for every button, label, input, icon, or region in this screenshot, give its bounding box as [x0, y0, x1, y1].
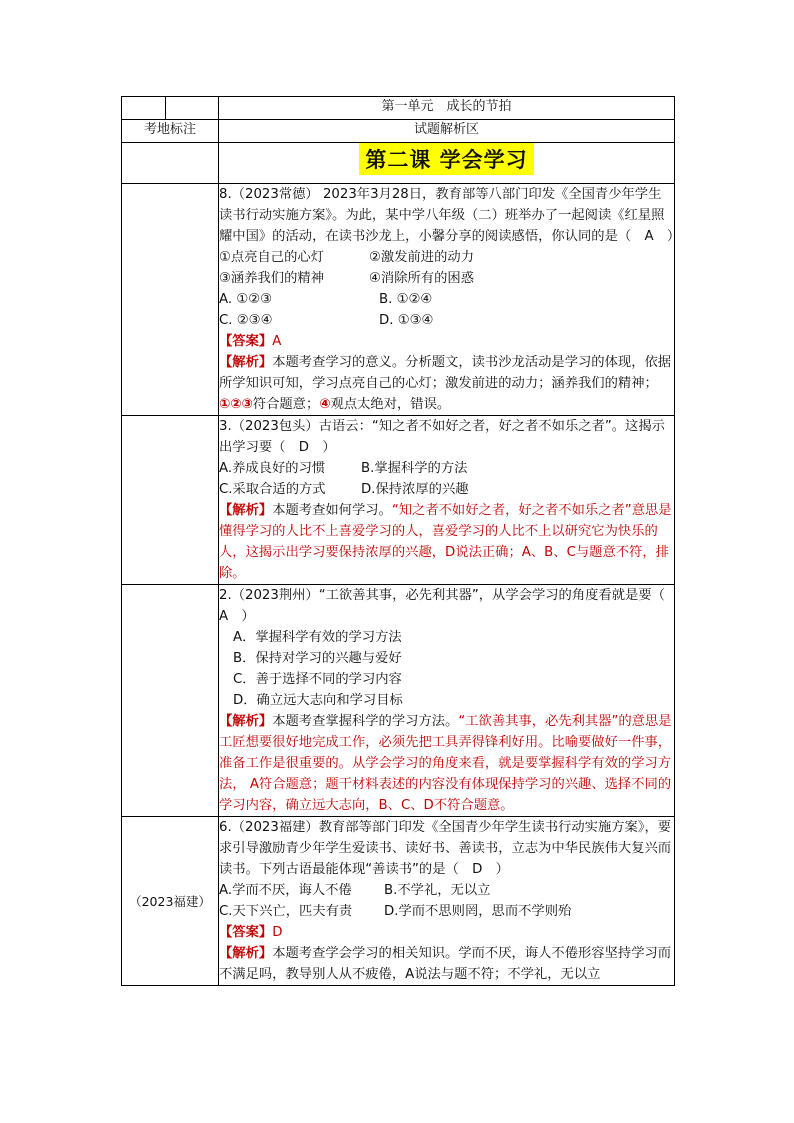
col-header-right: 试题解析区 — [219, 120, 675, 143]
statement-line — [219, 268, 674, 289]
question-row — [122, 416, 675, 585]
choice-option: A.学而不厌，诲人不倦 — [219, 883, 352, 898]
analysis-tag: 【解析】 — [219, 946, 273, 961]
exam-location-tag: （2023福建） — [122, 817, 219, 986]
choice-option: A. ①②③ — [219, 292, 273, 307]
analysis-quote: “工欲善其事，必先利其器” — [458, 714, 619, 729]
analysis-text — [219, 711, 674, 816]
answer-value: A — [272, 334, 282, 349]
analysis-text — [219, 352, 674, 415]
question-stem: 2.（2023荆州）“工欲善其事，必先利其器”，从学会学习的角度看就是要（ A ） — [219, 588, 679, 624]
tag-cell — [122, 416, 219, 585]
analysis-quote: “知之者不如好之者，好之者不如乐之者” — [391, 503, 632, 518]
tag-cell — [122, 184, 219, 416]
tag-cell — [122, 585, 219, 817]
choice-option: C．善于选择不同的学习内容 — [233, 672, 402, 687]
question-row — [122, 817, 675, 986]
choice-line — [219, 458, 674, 479]
choice-line — [219, 479, 674, 500]
statement-item: ④消除所有的困惑 — [369, 271, 474, 286]
analysis-part: 符合题意； — [252, 397, 320, 412]
answer-line — [219, 331, 674, 352]
analysis-tag: 【解析】 — [219, 714, 273, 729]
analysis-part: 本题考查掌握科学的学习方法。 — [272, 714, 459, 729]
choice-option: D.学而不思则罔，思而不学则殆 — [384, 904, 572, 919]
choice-line — [219, 310, 674, 331]
lesson-title: 第二课 学会学习 — [359, 143, 533, 175]
choice-option: D. ①③④ — [379, 313, 434, 328]
choice-option: B．保持对学习的兴趣与爱好 — [233, 651, 402, 666]
unit-header-row — [122, 97, 675, 120]
choice-option: A．掌握科学有效的学习方法 — [233, 630, 402, 645]
analysis-highlight: ④ — [319, 397, 331, 412]
statement-line — [219, 247, 674, 268]
choice-option: D.保持浓厚的兴趣 — [361, 482, 469, 497]
choice-option: B.不学礼，无以立 — [384, 883, 491, 898]
lesson-row — [122, 143, 675, 184]
analysis-part: 意思是懂得学习的人比不上喜爱学习的人，喜爱学习的人比不上以研究它为快乐的人，这揭示出学习要保持浓厚的兴趣，D说法正确；A、B、C与题意不符，排除。 — [219, 503, 672, 581]
analysis-part: 本题考查学习的意义。分析题文，读书沙龙活动是学习的体现，依据所学知识可知，学习点亮自己的心灯；激发前进的动力；涵养我们的精神； — [219, 355, 672, 391]
answer-tag: 【答案】 — [219, 925, 273, 940]
question-4 — [219, 817, 675, 986]
question-1 — [219, 184, 681, 416]
analysis-part: 本题考查学会学习的相关知识。学而不厌，诲人不倦形容坚持学习而不满足吗，教导别人从不疲倦，A说法与题不符；不学礼，无以立 — [219, 946, 672, 982]
answer-value: D — [272, 925, 283, 940]
blank-cell — [166, 97, 219, 120]
question-3 — [219, 585, 679, 817]
analysis-tag: 【解析】 — [219, 503, 273, 518]
analysis-text — [219, 943, 674, 985]
question-row — [122, 184, 675, 416]
statement-item: ①点亮自己的心灯 — [219, 250, 324, 265]
exam-sheet-table — [121, 96, 681, 986]
blank-cell — [122, 143, 219, 184]
choice-line — [219, 901, 674, 922]
analysis-part: 本题考查如何学习。 — [272, 503, 392, 518]
question-stem: 6.（2023福建）教育部等部门印发《全国青少年学生读书行动实施方案》，要求引导激励青少年学生爱读书、读好书、善读书，立志为中华民族伟大复兴而读书。下列古语最能体现“善读书”的是（ D ） — [219, 820, 672, 877]
answer-tag: 【答案】 — [219, 334, 273, 349]
choice-option: D．确立远大志向和学习目标 — [233, 693, 403, 708]
analysis-part: 观点太绝对，错误。 — [330, 397, 451, 412]
choice-option: A.养成良好的习惯 — [219, 461, 326, 476]
analysis-tag: 【解析】 — [219, 355, 273, 370]
statement-item: ③涵养我们的精神 — [219, 271, 324, 286]
analysis-part: 的意思是工匠想要很好地完成工作，必须先把工具弄得锋利好用。比喻要做好一件事，准备工作是很重要的。从学会学习的角度来看，就是要掌握科学有效的学习方法， A符合题意；题干材料表述的内容没有体现保持学习的兴趣、选择不同的学习内容，确立远大志向，B、C、D不符合题意。 — [219, 714, 672, 813]
analysis-highlight: ①②③ — [219, 397, 253, 412]
question-stem: 8.（2023常德） 2023年3月28日，教育部等八部门印发《全国青少年学生读书行动实施方案》。为此，某中学八年级（二）班举办了一起阅读《红星照耀中国》的活动，在读书沙龙上，小馨分享的阅读感悟，你认同的是（ A ） — [219, 187, 681, 244]
choice-option: B. ①②④ — [379, 292, 433, 307]
blank-cell — [122, 97, 166, 120]
choice-option: C.采取合适的方式 — [219, 482, 326, 497]
question-2 — [219, 416, 675, 585]
choice-line — [219, 880, 674, 901]
statement-item: ②激发前进的动力 — [369, 250, 474, 265]
column-header-row — [122, 120, 675, 143]
choice-option: B.掌握科学的方法 — [361, 461, 468, 476]
question-stem: 3.（2023包头）古语云：“知之者不如好之者，好之者不如乐之者”。这揭示出学习要（ D ） — [219, 419, 665, 455]
lesson-title-cell — [219, 143, 675, 184]
col-header-left: 考地标注 — [122, 120, 219, 143]
choice-option: C.天下兴亡，匹夫有责 — [219, 904, 353, 919]
analysis-text — [219, 500, 674, 584]
answer-line — [219, 922, 674, 943]
choice-line — [219, 289, 674, 310]
question-row — [122, 585, 675, 817]
choice-option: C. ②③④ — [219, 313, 273, 328]
unit-title: 第一单元 成长的节拍 — [219, 97, 675, 120]
